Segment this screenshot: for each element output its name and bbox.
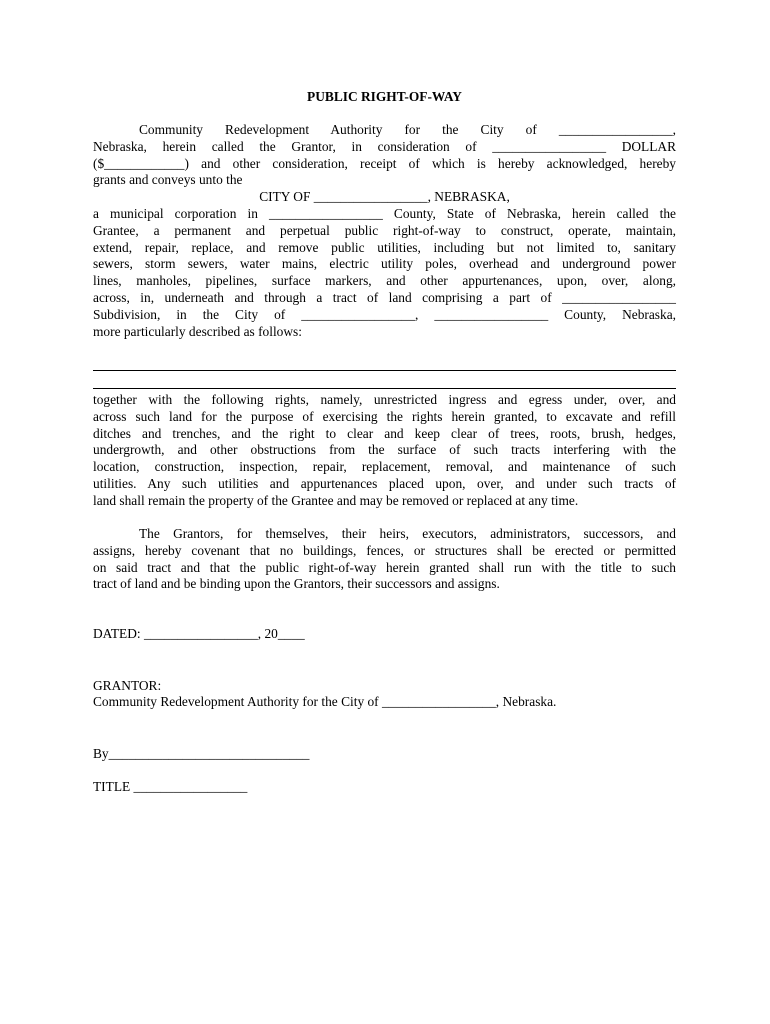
description-blank-line [93, 388, 676, 389]
text-line: on said tract and that the public right-of-way herein granted shall run with the title to such [93, 559, 676, 575]
text-line: utilities. Any such utilities and appurtenances placed upon, over, and under such tracts of [93, 475, 676, 491]
text-line: Community Redevelopment Authority for the City of _________________, [139, 122, 676, 137]
paragraph-covenant [93, 526, 676, 593]
grantor-label: GRANTOR: [93, 678, 162, 693]
text-line: location, construction, inspection, repair, replacement, removal, and maintenance of such [93, 459, 676, 475]
text-line: assigns, hereby covenant that no buildings, fences, or structures shall be erected or permitted [93, 542, 676, 558]
text-line: sewers, storm sewers, water mains, electric utility poles, overhead and underground power [93, 256, 676, 272]
text-line: tract of land and be binding upon the Grantors, their successors and assigns. [93, 576, 500, 592]
text-line: extend, repair, replace, and remove public utilities, including but not limited to, sanitary [93, 239, 676, 255]
text-line: across, in, underneath and through a tract of land comprising a part of _________________ [93, 289, 676, 305]
grantor-name: Community Redevelopment Authority for the City of _________________, Nebraska. [93, 694, 557, 709]
signature-title-line: TITLE _________________ [93, 779, 248, 794]
paragraph-rights [93, 392, 676, 510]
text-line: together with the following rights, namely, unrestricted ingress and egress under, over, and [93, 392, 676, 407]
grantee-line: CITY OF _________________, NEBRASKA, [259, 189, 510, 204]
text-line: ($____________) and other consideration, receipt of which is hereby acknowledged, hereby [93, 155, 676, 171]
text-line: grants and conveys unto the [93, 172, 243, 188]
paragraph-grant [93, 122, 676, 189]
dated-line: DATED: _________________, 20____ [93, 626, 305, 641]
text-line: a municipal corporation in _________________ County, State of Nebraska, herein called the [93, 206, 676, 221]
description-blank-line [93, 370, 676, 371]
text-line: across such land for the purpose of exercising the rights herein granted, to excavate and refill [93, 408, 676, 424]
paragraph-grantee [93, 206, 676, 340]
text-line: land shall remain the property of the Grantee and may be removed or replaced at any time. [93, 492, 579, 508]
signature-by-line: By______________________________ [93, 746, 310, 761]
text-line: more particularly described as follows: [93, 323, 302, 339]
text-line: The Grantors, for themselves, their heirs, executors, administrators, successors, and [139, 526, 676, 541]
text-line: lines, manholes, pipelines, surface markers, and other appurtenances, upon, over, along, [93, 273, 676, 289]
text-line: Nebraska, herein called the Grantor, in consideration of _________________ DOLLAR [93, 138, 676, 154]
text-line: undergrowth, and other obstructions from the surface of such tracts interfering with the [93, 442, 676, 458]
document-title: PUBLIC RIGHT-OF-WAY [307, 89, 462, 104]
text-line: Subdivision, in the City of _________________, _________________ County, Nebraska, [93, 306, 676, 322]
text-line: Grantee, a permanent and perpetual public right-of-way to construct, operate, maintain, [93, 222, 676, 238]
text-line: ditches and trenches, and the right to clear and keep clear of trees, roots, brush, hedges, [93, 425, 676, 441]
